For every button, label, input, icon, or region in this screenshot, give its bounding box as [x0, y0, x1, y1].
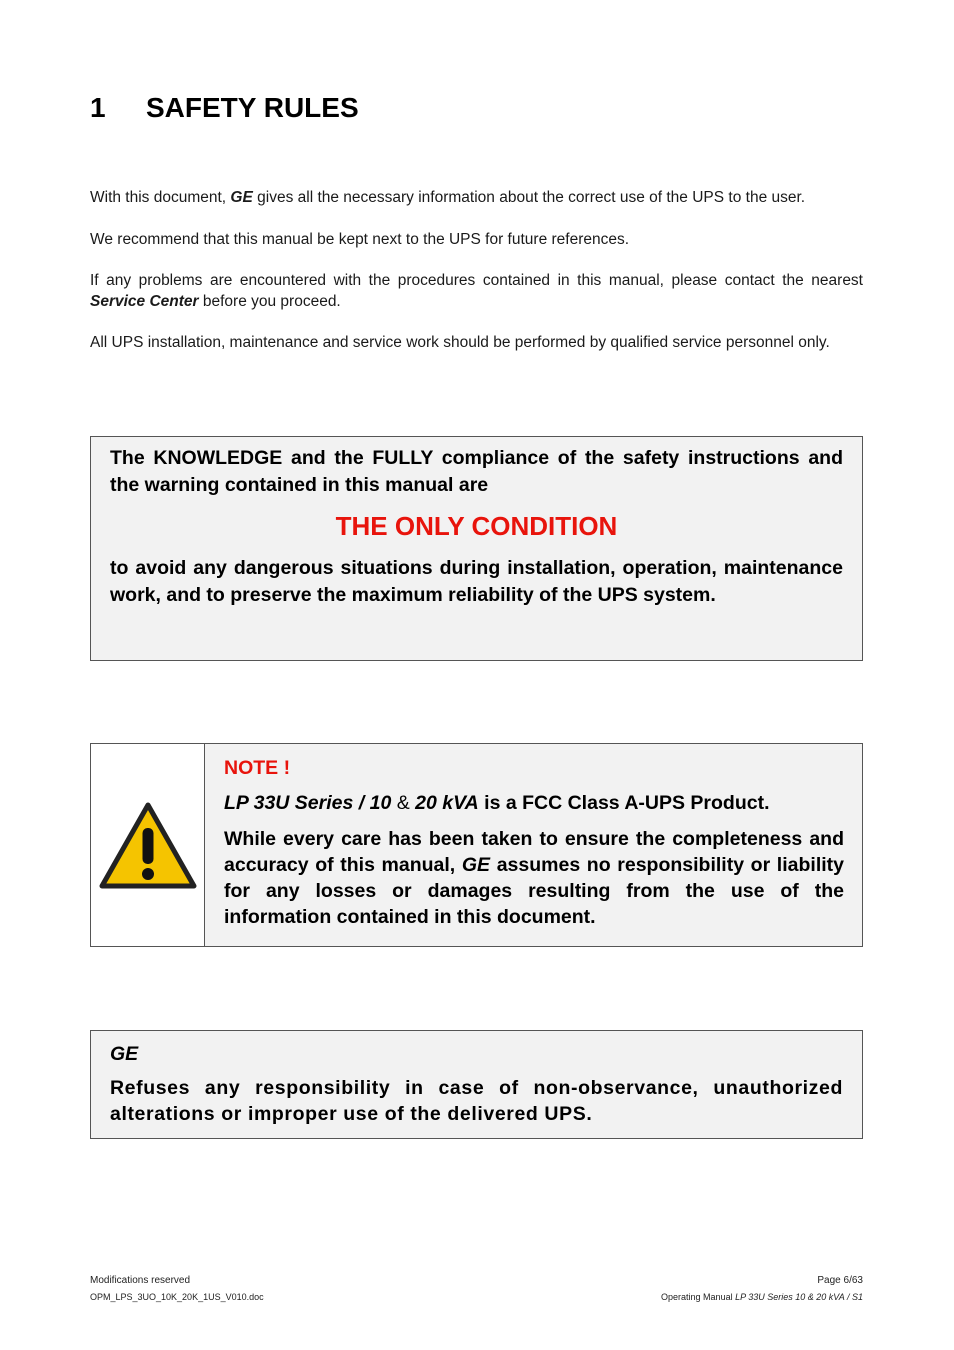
- service-center-text: Service Center: [90, 293, 199, 310]
- knowledge-line-2: to avoid any dangerous situations during installation, operation, maintenance work, and to preserve the maximum reliability of the UPS system.: [110, 557, 843, 606]
- intro-paragraph-3: If any problems are encountered with the procedures contained in this manual, please contact the nearest Service Center before you proceed.: [90, 272, 863, 310]
- page-title: [90, 92, 359, 124]
- fcc-statement: LP 33U Series / 10 & 20 kVA is a FCC Class A-UPS Product.: [224, 792, 770, 814]
- warning-triangle-icon: [99, 802, 197, 890]
- knowledge-line-1: The KNOWLEDGE and the FULLY compliance of the safety instructions and the warning contained in this manual are: [110, 447, 843, 496]
- intro-paragraph-2: We recommend that this manual be kept next to the UPS for future references.: [90, 231, 630, 248]
- warning-icon-cell: [91, 744, 205, 946]
- section-number: 1: [90, 92, 106, 123]
- only-condition-emphasis: THE ONLY CONDITION: [335, 511, 618, 541]
- disclaimer-statement: While every care has been taken to ensure the completeness and accuracy of this manual, GE assumes no responsibility or liability for any losses or damages resulting from the use of the information contained in this document.: [224, 828, 844, 928]
- intro-paragraph-4: All UPS installation, maintenance and service work should be performed by qualified service personnel only.: [90, 334, 830, 351]
- footer-page-number: Page 6/63: [817, 1275, 863, 1286]
- intro-paragraph-1: With this document, GE gives all the necessary information about the correct use of the UPS to the user.: [90, 189, 806, 206]
- note-title: NOTE !: [224, 757, 291, 779]
- footer-modifications: Modifications reserved: [90, 1275, 191, 1286]
- ge-liability-box: [90, 1030, 863, 1139]
- liability-text: Refuses any responsibility in case of non-observance, unauthorized alterations or improper use of the delivered UPS.: [110, 1077, 843, 1125]
- note-box: [90, 743, 863, 947]
- knowledge-box: [90, 436, 863, 661]
- footer-manual-title: Operating Manual LP 33U Series 10 & 20 kVA / S1: [661, 1292, 863, 1302]
- footer-filename: OPM_LPS_3UO_10K_20K_1US_V010.doc: [90, 1292, 264, 1302]
- brand-ge: GE: [230, 189, 253, 206]
- section-title: SAFETY RULES: [146, 92, 359, 123]
- brand-ge-heading: GE: [110, 1043, 139, 1065]
